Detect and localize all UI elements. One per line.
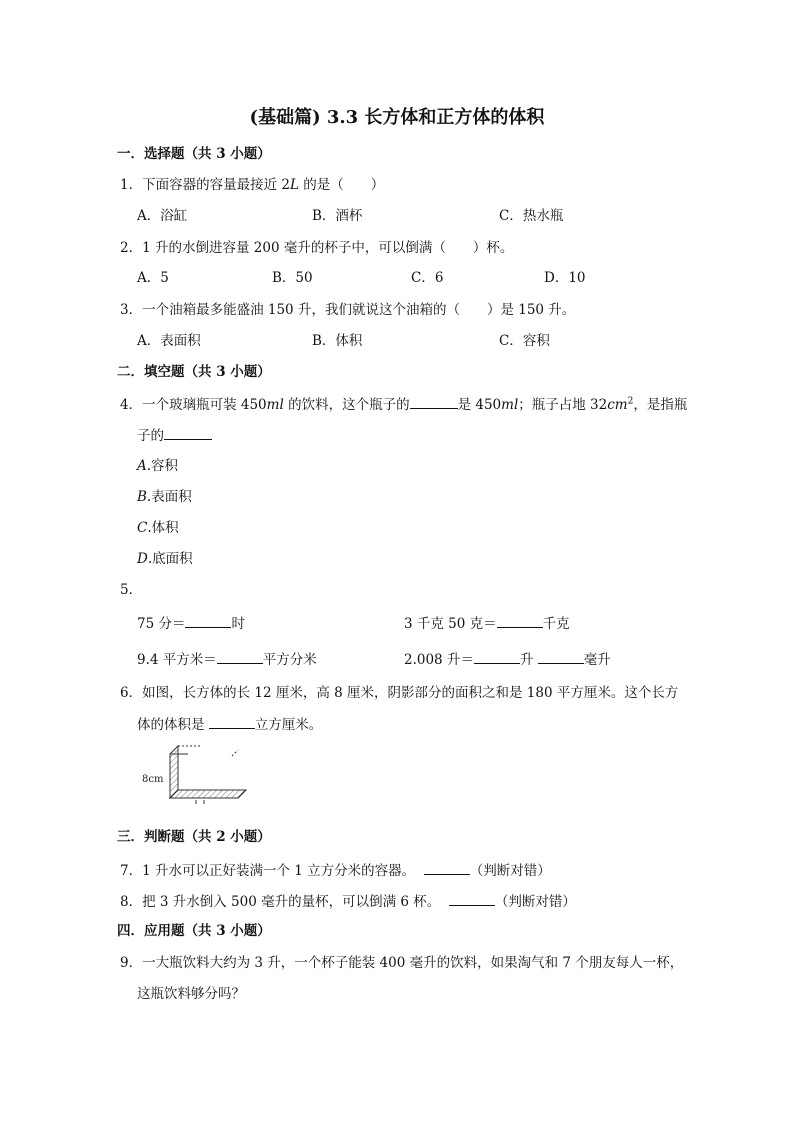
option-a: A．5 bbox=[137, 270, 169, 286]
answer-blank[interactable] bbox=[185, 613, 231, 628]
section-heading-application: 四．应用题（共 3 小题） bbox=[117, 923, 271, 939]
option-letter: C bbox=[137, 520, 148, 536]
option-text: .容积 bbox=[146, 458, 179, 474]
conversion-c bbox=[137, 649, 317, 670]
question-text: 体的体积是 bbox=[137, 717, 209, 733]
conversion-d bbox=[404, 649, 611, 670]
height-label: 8cm bbox=[142, 774, 164, 785]
answer-blank[interactable] bbox=[497, 613, 543, 628]
option-a bbox=[137, 456, 178, 476]
question-7 bbox=[120, 860, 551, 881]
question-number: 1． bbox=[120, 177, 143, 193]
option-c: C．6 bbox=[411, 270, 444, 286]
option-c: C．热水瓶 bbox=[499, 208, 564, 224]
question-text: 7．1 升水可以正好装满一个 1 立方分米的容器。 bbox=[120, 863, 416, 879]
conversion-b bbox=[404, 613, 570, 634]
question-1 bbox=[120, 175, 384, 195]
answer-blank[interactable] bbox=[217, 649, 263, 664]
option-b: B．酒杯 bbox=[312, 208, 363, 224]
option-a: A．浴缸 bbox=[137, 208, 188, 224]
option-text: .表面积 bbox=[146, 489, 192, 505]
question-6: 6．如图，长方体的长 12 厘米，高 8 厘米，阴影部分的面积之和是 180 平方厘米。这个长方 bbox=[120, 685, 679, 701]
section-heading-judge: 三．判断题（共 2 小题） bbox=[117, 829, 271, 845]
option-a: A．表面积 bbox=[137, 333, 201, 349]
unit-liter: L bbox=[289, 177, 299, 193]
section-heading-fill: 二．填空题（共 3 小题） bbox=[117, 364, 271, 380]
option-letter: D bbox=[137, 551, 148, 567]
question-2: 2．1 升的水倒进容量 200 毫升的杯子中，可以倒满（ ）杯。 bbox=[120, 240, 514, 256]
shaded-bottom-face bbox=[170, 790, 246, 798]
question-text: 是 450 bbox=[457, 397, 502, 413]
question-3: 3．一个油箱最多能盛油 150 升，我们就说这个油箱的（ ）是 150 升。 bbox=[120, 302, 576, 318]
conversion-unit: 时 bbox=[231, 616, 245, 632]
question-5: 5． bbox=[120, 582, 143, 598]
question-text: 8．把 3 升水倒入 500 毫升的量杯，可以倒满 6 杯。 bbox=[120, 894, 441, 910]
page-title: (基础篇) 3.3 长方体和正方体的体积 bbox=[249, 107, 545, 128]
question-text: ；瓶子占地 32 bbox=[518, 397, 608, 413]
question-suffix: （判断对错） bbox=[469, 863, 551, 879]
conversion-a bbox=[137, 613, 245, 634]
question-text: 子的 bbox=[137, 428, 164, 444]
question-9: 9．一大瓶饮料大约为 3 升，一个杯子能装 400 毫升的饮料，如果淘气和 7 个朋友每人一杯， bbox=[120, 955, 684, 971]
answer-blank[interactable] bbox=[410, 394, 458, 409]
question-9-line-2: 这瓶饮料够分吗？ bbox=[137, 986, 245, 1002]
question-text: 立方厘米。 bbox=[254, 717, 323, 733]
option-letter: A bbox=[137, 458, 147, 474]
question-4 bbox=[120, 394, 687, 415]
conversion-text: 3 千克 50 克＝ bbox=[404, 616, 497, 632]
answer-blank[interactable] bbox=[209, 714, 255, 729]
option-text: .体积 bbox=[147, 520, 179, 536]
option-b: B．体积 bbox=[312, 333, 363, 349]
unit-ml: ml bbox=[266, 397, 284, 413]
option-d: D．10 bbox=[544, 270, 586, 286]
section-heading-choice: 一．选择题（共 3 小题） bbox=[117, 146, 271, 162]
conversion-text: 2.008 升＝ bbox=[404, 652, 474, 668]
superscript: 2 bbox=[627, 396, 634, 407]
question-6-line-2 bbox=[137, 714, 322, 735]
option-c: C．容积 bbox=[499, 333, 550, 349]
option-letter: B bbox=[137, 489, 147, 505]
option-d bbox=[137, 549, 193, 569]
cuboid-figure bbox=[140, 742, 252, 804]
question-8 bbox=[120, 891, 576, 912]
question-text: 的饮料，这个瓶子的 bbox=[283, 397, 410, 413]
answer-blank[interactable] bbox=[424, 860, 470, 875]
option-b bbox=[137, 487, 192, 507]
option-b: B．50 bbox=[272, 270, 313, 286]
answer-blank[interactable] bbox=[474, 649, 520, 664]
conversion-unit: 千克 bbox=[542, 616, 570, 632]
conversion-unit: 升 bbox=[519, 652, 534, 668]
option-c bbox=[137, 518, 179, 538]
unit-cm: cm bbox=[607, 397, 628, 413]
question-text: 4．一个玻璃瓶可装 450 bbox=[120, 397, 267, 413]
option-text: .底面积 bbox=[147, 551, 193, 567]
question-text-end: 的是（ ） bbox=[298, 177, 385, 193]
question-4-line-2 bbox=[137, 425, 212, 446]
conversion-unit: 平方分米 bbox=[262, 652, 317, 668]
unit-ml: ml bbox=[501, 397, 519, 413]
edge bbox=[232, 750, 238, 756]
answer-blank[interactable] bbox=[538, 649, 584, 664]
question-text: ，是指瓶 bbox=[633, 397, 688, 413]
question-text: 下面容器的容量最接近 2 bbox=[142, 177, 290, 193]
answer-blank[interactable] bbox=[164, 425, 212, 440]
conversion-text: 75 分＝ bbox=[137, 616, 186, 632]
conversion-unit: 毫升 bbox=[583, 652, 611, 668]
question-suffix: （判断对错） bbox=[494, 894, 576, 910]
conversion-text: 9.4 平方米＝ bbox=[137, 652, 217, 668]
answer-blank[interactable] bbox=[449, 891, 495, 906]
